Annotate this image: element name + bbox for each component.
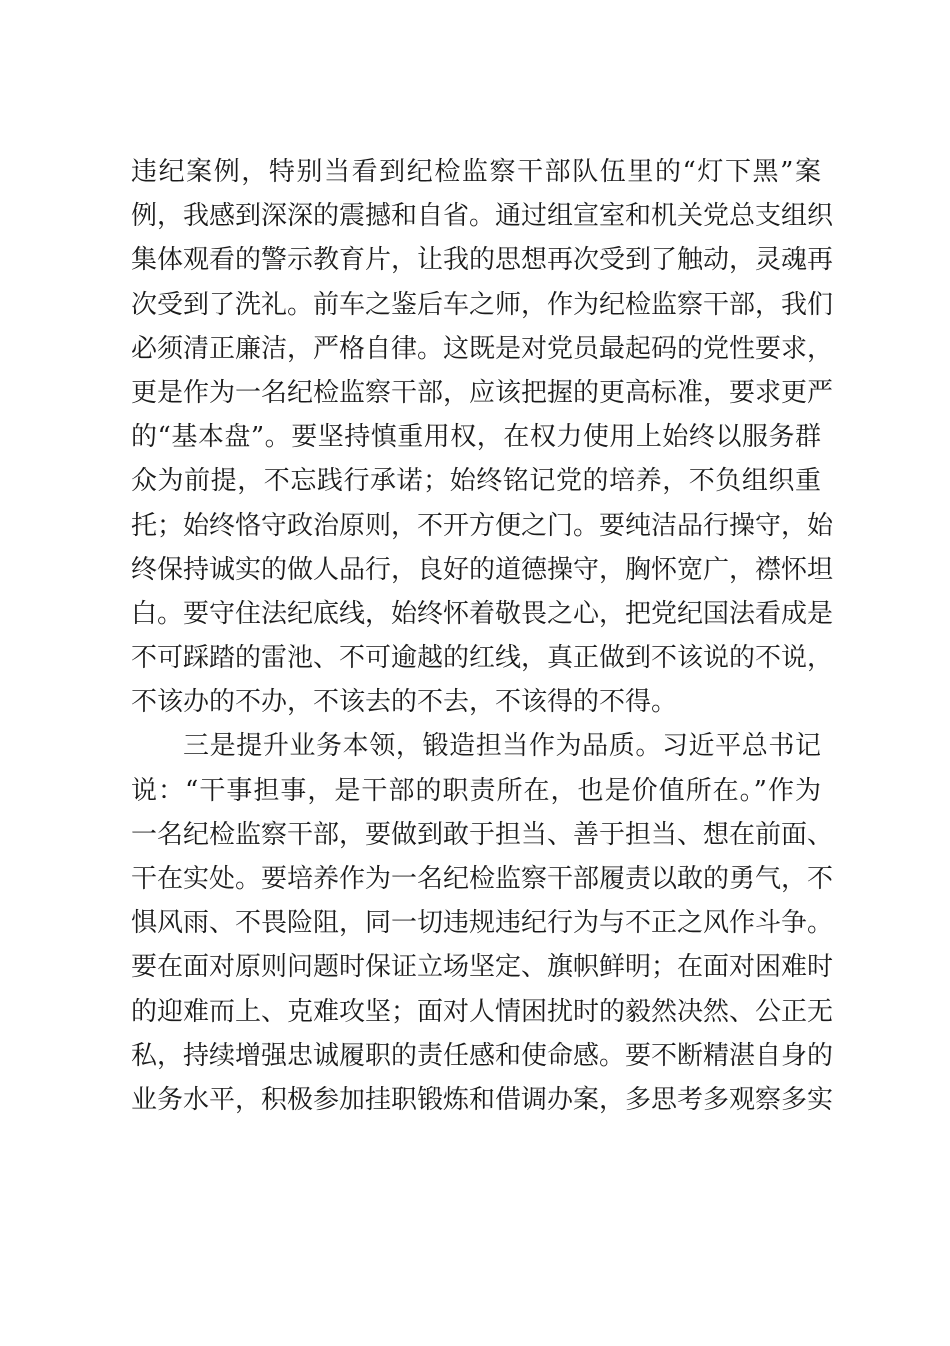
text-line: 三是提升业务本领，锻造担当作为品质。习近平总书记 bbox=[183, 731, 821, 762]
text-line: 私，持续增强忠诚履职的责任感和使命感。要不断精湛自身的 bbox=[131, 1040, 834, 1071]
text-line: 终保持诚实的做人品行，良好的道德操守，胸怀宽广，襟怀坦 bbox=[131, 554, 834, 585]
paragraph-1 bbox=[131, 150, 834, 724]
text-line: 托；始终恪守政治原则，不开方便之门。要纯洁品行操守，始 bbox=[131, 510, 834, 541]
paragraph-2 bbox=[131, 724, 834, 1122]
text-line: 不该办的不办，不该去的不去，不该得的不得。 bbox=[131, 687, 678, 718]
text-line: 违纪案例，特别当看到纪检监察干部队伍里的“灯下黑”案 bbox=[131, 157, 821, 187]
text-line: 集体观看的警示教育片，让我的思想再次受到了触动，灵魂再 bbox=[131, 245, 834, 276]
text-line: 惧风雨、不畏险阻，同一切违规违纪行为与不正之风作斗争。 bbox=[131, 908, 834, 939]
text-line: 的迎难而上、克难攻坚；面对人情困扰时的毅然决然、公正无 bbox=[131, 996, 834, 1027]
text-line: 更是作为一名纪检监察干部，应该把握的更高标准，要求更严 bbox=[131, 377, 834, 408]
text-line: 的“基本盘”。要坚持慎重用权，在权力使用上始终以服务群 bbox=[131, 422, 821, 453]
text-line: 必须清正廉洁，严格自律。这既是对党员最起码的党性要求， bbox=[131, 333, 834, 364]
text-line: 要在面对原则问题时保证立场坚定、旗帜鲜明；在面对困难时 bbox=[131, 952, 834, 983]
text-line: 例，我感到深深的震撼和自省。通过组宣室和机关党总支组织 bbox=[131, 201, 834, 232]
text-line: 说：“干事担事，是干部的职责所在，也是价值所在。”作为 bbox=[131, 775, 821, 806]
text-line: 不可踩踏的雷池、不可逾越的红线，真正做到不该说的不说， bbox=[131, 643, 834, 674]
text-line: 干在实处。要培养作为一名纪检监察干部履责以敢的勇气，不 bbox=[131, 864, 834, 894]
text-line: 次受到了洗礼。前车之鉴后车之师，作为纪检监察干部，我们 bbox=[131, 289, 834, 320]
text-line: 业务水平，积极参加挂职锻炼和借调办案，多思考多观察多实 bbox=[131, 1084, 834, 1115]
text-line: 众为前提，不忘践行承诺；始终铭记党的培养，不负组织重 bbox=[131, 466, 821, 497]
document-body bbox=[131, 150, 834, 1122]
text-line: 白。要守住法纪底线，始终怀着敬畏之心，把党纪国法看成是 bbox=[131, 598, 834, 629]
text-line: 一名纪检监察干部，要做到敢于担当、善于担当、想在前面、 bbox=[131, 819, 834, 850]
